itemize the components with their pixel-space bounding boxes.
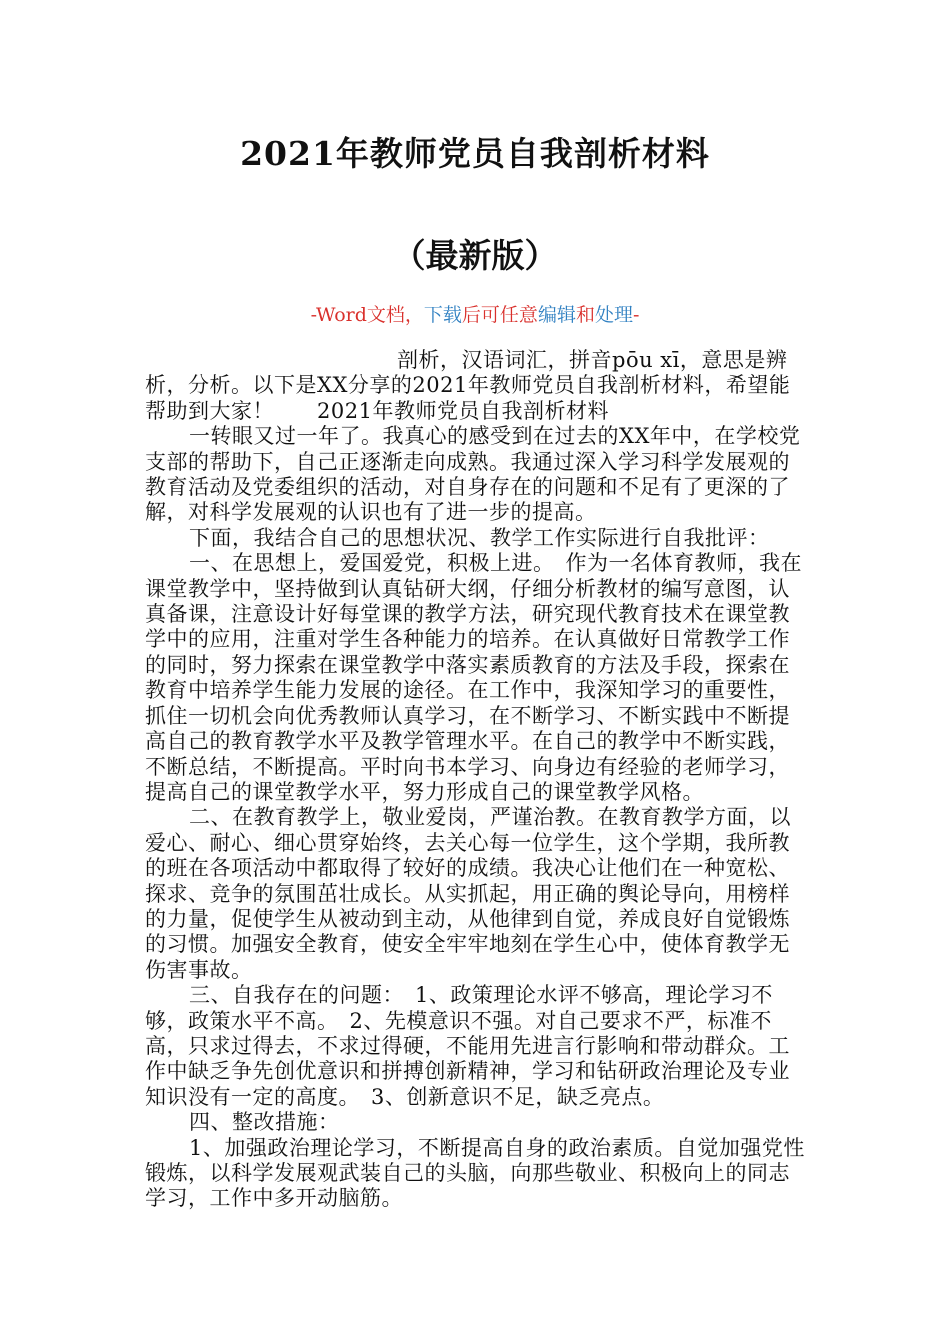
document-title: 2021年教师党员自我剖析材料 <box>240 134 710 173</box>
notice-part: -Word文档， <box>310 304 424 326</box>
section-three-paragraph: 三、自我存在的问题： 1、政策理论水评不够高，理论学习不够，政策水平不高。 2、先模意识不强。对自己要求不严，标准不高，只求过得去，不求过得硬，不能用先进言行影响和带动群众。工作中缺乏争先创优意识和拼搏创新精神，学习和钻研政治理论及专业知识没有一定的高度。 3、创新意识不足，缺乏亮点。 <box>145 983 790 1109</box>
notice-part: 和 <box>575 304 595 326</box>
notice-part: 后可任意 <box>461 304 538 326</box>
notice-part: 下载 <box>423 304 462 326</box>
body-paragraph: 下面，我结合自己的思想状况、教学工作实际进行自我批评： <box>189 525 770 550</box>
document-body <box>145 348 810 1212</box>
notice-part: 编辑 <box>537 304 576 326</box>
document-subtitle: （最新版） <box>392 236 558 275</box>
section-one-paragraph: 一、在思想上，爱国爱党，积极上进。 作为一名体育教师，我在课堂教学中，坚持做到认真钻研大纲，仔细分析教材的编写意图，认真备课，注意设计好每堂课的教学方法，研究现代教育技术在课堂教学中的应用，注重对学生各种能力的培养。在认真做好日常教学工作的同时，努力探索在课堂教学中落实素质教育的方法及手段，探索在教育中培养学生能力发展的途径。在工作中，我深知学习的重要性，抓住一切机会向优秀教师认真学习，在不断学习、不断实践中不断提高自己的教育教学水平及教学管理水平。在自己的教学中不断实践，不断总结，不断提高。平时向书本学习、向身边有经验的老师学习，提高自己的课堂教学水平，努力形成自己的课堂教学风格。 <box>145 551 802 804</box>
intro-paragraph: 剖析，汉语词汇，拼音pōu xī，意思是辨析，分析。以下是XX分享的2021年教师党员自我剖析材料，希望能帮助到大家！ 2021年教师党员自我剖析材料 <box>145 348 791 423</box>
section-two-paragraph: 二、在教育教学上，敬业爱岗，严谨治教。在教育教学方面，以爱心、耐心、细心贯穿始终，去关心每一位学生，这个学期，我所教的班在各项活动中都取得了较好的成绩。我决心让他们在一种宽松、探求、竞争的氛围茁壮成长。从实抓起，用正确的舆论导向，用榜样的力量，促使学生从被动到主动，从他律到自觉，养成良好自觉锻炼的习惯。加强安全教育，使安全牢牢地刻在学生心中，使体育教学无伤害事故。 <box>145 805 791 982</box>
measure-paragraph: 1、加强政治理论学习，不断提高自身的政治素质。自觉加强党性锻炼，以科学发展观武装自己的头脑，向那些敬业、积极向上的同志学习，工作中多开动脑筋。 <box>145 1135 805 1211</box>
notice-part: 处理 <box>594 304 633 326</box>
section-four-heading: 四、整改措施： <box>189 1110 340 1135</box>
body-paragraph: 一转眼又过一年了。我真心的感受到在过去的XX年中，在学校党支部的帮助下，自己正逐渐走向成熟。我通过深入学习科学发展观的教育活动及党委组织的活动，对自身存在的问题和不足有了更深的了解，对科学发展观的认识也有了进一步的提高。 <box>145 424 801 525</box>
notice-part: - <box>632 304 640 326</box>
edit-notice <box>0 300 950 327</box>
